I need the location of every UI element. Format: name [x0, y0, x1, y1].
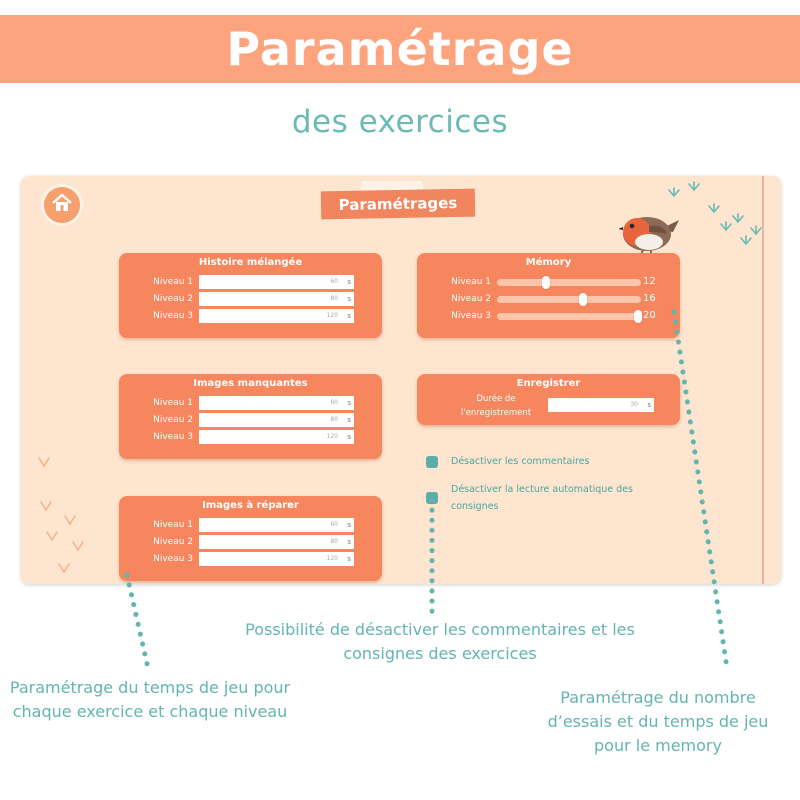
images-manquantes-level-row: [119, 413, 382, 427]
enregistrer-title: Enregistrer: [516, 378, 581, 389]
slider-value: 20: [643, 310, 656, 321]
unit-label: s: [347, 555, 351, 563]
callout-right: Paramétrage du nombre d’essais et du temps de jeu pour le memory: [547, 688, 769, 755]
level-label: Niveau 1: [153, 277, 193, 287]
disable-comments-checkbox[interactable]: [426, 456, 438, 468]
images-reparer-level1-input[interactable]: [199, 518, 354, 532]
histoire-panel: [119, 253, 382, 338]
memory-panel: [417, 253, 680, 338]
unit-label: s: [347, 399, 351, 407]
unit-label: s: [647, 401, 651, 409]
input-value: 60: [330, 399, 338, 406]
images-reparer-level2-input[interactable]: [199, 535, 354, 549]
level-label: Niveau 3: [451, 311, 491, 321]
input-value: 60: [330, 278, 338, 285]
level-label: Niveau 2: [153, 415, 193, 425]
callout-left: Paramétrage du temps de jeu pour chaque exercice et chaque niveau: [9, 678, 291, 721]
memory-level-row: [417, 275, 680, 289]
level-label: Niveau 3: [153, 311, 193, 321]
home-icon: [51, 193, 73, 217]
settings-title-label: [321, 189, 475, 220]
page-subtitle: des exercices: [291, 104, 509, 140]
memory-level3-slider[interactable]: [497, 313, 641, 320]
level-label: Niveau 2: [451, 294, 491, 304]
slider-value: 12: [643, 276, 656, 287]
input-value: 60: [330, 521, 338, 528]
input-value: 120: [326, 312, 338, 319]
memory-level1-slider[interactable]: [497, 279, 641, 286]
images-reparer-level3-input[interactable]: [199, 552, 354, 566]
memory-level2-slider[interactable]: [497, 296, 641, 303]
page-title: Paramétrage: [226, 22, 574, 76]
recording-duration-input[interactable]: [548, 398, 654, 412]
slider-thumb[interactable]: [542, 276, 550, 289]
images-reparer-title: Images à réparer: [202, 500, 299, 511]
settings-title: Paramétrages: [338, 193, 458, 215]
images-reparer-level-row: [119, 518, 382, 532]
images-manquantes-level1-input[interactable]: [199, 396, 354, 410]
unit-label: s: [347, 416, 351, 424]
images-reparer-level-row: [119, 535, 382, 549]
level-label: Niveau 3: [153, 432, 193, 442]
unit-label: s: [347, 312, 351, 320]
enregistrer-panel: [417, 374, 680, 425]
unit-label: s: [347, 538, 351, 546]
robin-bird-illustration: [619, 208, 683, 256]
unit-label: s: [347, 295, 351, 303]
level-label: Niveau 1: [451, 277, 491, 287]
histoire-level3-input[interactable]: [199, 309, 354, 323]
screen-edge: [762, 176, 764, 584]
level-label: Niveau 3: [153, 554, 193, 564]
level-label: Niveau 1: [153, 520, 193, 530]
input-value: 80: [330, 416, 338, 423]
recording-duration-label: Durée de l'enregistrement: [460, 394, 532, 418]
unit-label: s: [347, 433, 351, 441]
disable-auto-reading-label: Désactiver la lecture automatique des consignes: [451, 484, 633, 512]
images-manquantes-level3-input[interactable]: [199, 430, 354, 444]
memory-level-row: [417, 292, 680, 306]
images-manquantes-title: Images manquantes: [193, 378, 308, 389]
level-label: Niveau 2: [153, 537, 193, 547]
histoire-level-row: [119, 309, 382, 323]
disable-auto-reading-checkbox[interactable]: [426, 492, 438, 504]
images-manquantes-level-row: [119, 396, 382, 410]
images-reparer-level-row: [119, 552, 382, 566]
input-value: 80: [330, 538, 338, 545]
slider-thumb[interactable]: [579, 293, 587, 306]
memory-title: Mémory: [525, 257, 572, 268]
slider-value: 16: [643, 293, 656, 304]
histoire-level1-input[interactable]: [199, 275, 354, 289]
app-screenshot: [21, 176, 781, 584]
callout-center: Possibilité de désactiver les commentaires et les consignes des exercices: [245, 620, 635, 663]
level-label: Niveau 1: [153, 398, 193, 408]
histoire-level-row: [119, 292, 382, 306]
histoire-title: Histoire mélangée: [198, 257, 303, 268]
input-value: 120: [326, 433, 338, 440]
header-banner: [0, 15, 800, 83]
unit-label: s: [347, 278, 351, 286]
input-value: 80: [330, 295, 338, 302]
images-manquantes-level2-input[interactable]: [199, 413, 354, 427]
histoire-level-row: [119, 275, 382, 289]
unit-label: s: [347, 521, 351, 529]
input-value: 30: [630, 401, 638, 408]
images-manquantes-level-row: [119, 430, 382, 444]
images-manquantes-panel: [119, 374, 382, 459]
memory-level-row: [417, 309, 680, 323]
home-button[interactable]: [41, 184, 83, 226]
disable-comments-label: Désactiver les commentaires: [451, 456, 590, 467]
histoire-level2-input[interactable]: [199, 292, 354, 306]
input-value: 120: [326, 555, 338, 562]
level-label: Niveau 2: [153, 294, 193, 304]
slider-thumb[interactable]: [634, 310, 642, 323]
images-reparer-panel: [119, 496, 382, 581]
